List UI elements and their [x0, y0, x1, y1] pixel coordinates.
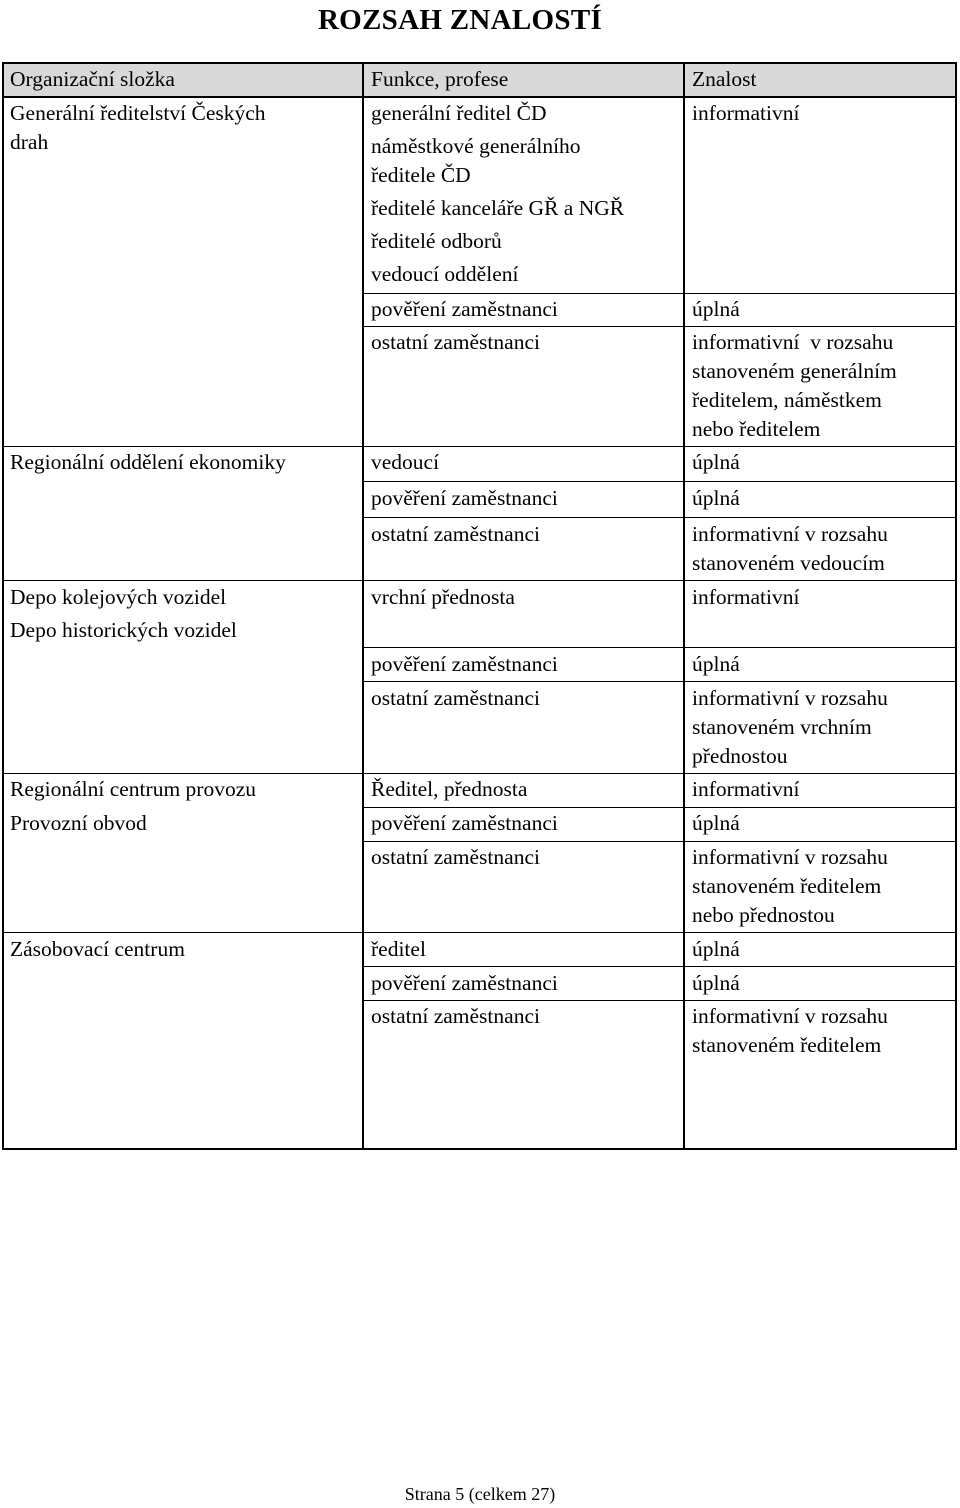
column-header-org: Organizační složka — [10, 67, 175, 91]
table-border-top — [2, 62, 957, 64]
page-footer: Strana 5 (celkem 27) — [404, 1484, 556, 1504]
knowledge-cell: stanoveném generálním — [692, 359, 897, 383]
row-divider — [363, 841, 956, 842]
function-cell: pověření zaměstnanci — [371, 971, 558, 995]
table-border-bottom — [2, 1148, 957, 1150]
function-cell: ředitelé kanceláře GŘ a NGŘ — [371, 196, 625, 220]
row-divider — [363, 517, 956, 518]
row-divider — [2, 446, 956, 447]
knowledge-cell: informativní — [692, 585, 800, 609]
function-cell: vedoucí oddělení — [371, 262, 519, 286]
knowledge-cell: informativní v rozsahu — [692, 686, 888, 710]
org-cell: drah — [10, 130, 49, 154]
row-divider — [363, 293, 956, 294]
knowledge-cell: úplná — [692, 297, 740, 321]
org-cell: Provozní obvod — [10, 811, 147, 835]
org-cell: Regionální centrum provozu — [10, 777, 256, 801]
knowledge-cell: úplná — [692, 652, 740, 676]
knowledge-cell: informativní v rozsahu — [692, 1004, 888, 1028]
row-divider — [363, 481, 956, 482]
knowledge-cell: úplná — [692, 937, 740, 961]
knowledge-cell: informativní — [692, 777, 800, 801]
function-cell: pověření zaměstnanci — [371, 811, 558, 835]
function-cell: ředitele ČD — [371, 163, 471, 187]
org-cell: Depo historických vozidel — [10, 618, 237, 642]
table-border-right — [955, 62, 957, 1150]
knowledge-cell: informativní v rozsahu — [692, 522, 888, 546]
knowledge-cell: úplná — [692, 811, 740, 835]
column-header-function: Funkce, profese — [371, 67, 509, 91]
knowledge-cell: informativní v rozsahu — [692, 845, 888, 869]
knowledge-cell: ředitelem, náměstkem — [692, 388, 882, 412]
table-border-left — [2, 62, 4, 1150]
knowledge-cell: stanoveném ředitelem — [692, 1033, 882, 1057]
function-cell: ředitelé odborů — [371, 229, 502, 253]
row-divider — [363, 326, 956, 327]
function-cell: vrchní přednosta — [371, 585, 515, 609]
row-divider — [2, 580, 956, 581]
row-divider — [363, 681, 956, 682]
row-divider — [363, 647, 956, 648]
knowledge-cell: informativní — [692, 101, 800, 125]
function-cell: vedoucí — [371, 450, 440, 474]
row-divider — [2, 773, 956, 774]
function-cell: ostatní zaměstnanci — [371, 1004, 540, 1028]
row-divider — [363, 966, 956, 967]
row-divider — [363, 807, 956, 808]
knowledge-cell: úplná — [692, 486, 740, 510]
column-header-knowledge: Znalost — [692, 67, 757, 91]
function-cell: pověření zaměstnanci — [371, 652, 558, 676]
knowledge-cell: úplná — [692, 450, 740, 474]
page-title: ROZSAH ZNALOSTÍ — [317, 4, 603, 36]
knowledge-cell: informativní v rozsahu — [692, 330, 894, 354]
row-divider — [2, 932, 956, 933]
function-cell: ostatní zaměstnanci — [371, 330, 540, 354]
function-cell: pověření zaměstnanci — [371, 486, 558, 510]
knowledge-cell: stanoveném vrchním — [692, 715, 872, 739]
function-cell: ředitel — [371, 937, 426, 961]
function-cell: pověření zaměstnanci — [371, 297, 558, 321]
knowledge-cell: nebo přednostou — [692, 903, 835, 927]
org-cell: Zásobovací centrum — [10, 937, 185, 961]
org-cell: Depo kolejových vozidel — [10, 585, 227, 609]
knowledge-cell: stanoveném ředitelem — [692, 874, 882, 898]
column-divider — [683, 62, 685, 1150]
function-cell: Ředitel, přednosta — [371, 777, 528, 801]
knowledge-cell: přednostou — [692, 744, 788, 768]
column-divider — [362, 62, 364, 1150]
knowledge-cell: úplná — [692, 971, 740, 995]
org-cell: Generální ředitelství Českých — [10, 101, 266, 125]
function-cell: ostatní zaměstnanci — [371, 686, 540, 710]
knowledge-cell: stanoveném vedoucím — [692, 551, 885, 575]
knowledge-cell: nebo ředitelem — [692, 417, 821, 441]
function-cell: generální ředitel ČD — [371, 101, 547, 125]
org-cell: Regionální oddělení ekonomiky — [10, 450, 286, 474]
header-divider — [2, 96, 957, 98]
function-cell: ostatní zaměstnanci — [371, 845, 540, 869]
function-cell: ostatní zaměstnanci — [371, 522, 540, 546]
function-cell: náměstkové generálního — [371, 134, 581, 158]
row-divider — [363, 1000, 956, 1001]
